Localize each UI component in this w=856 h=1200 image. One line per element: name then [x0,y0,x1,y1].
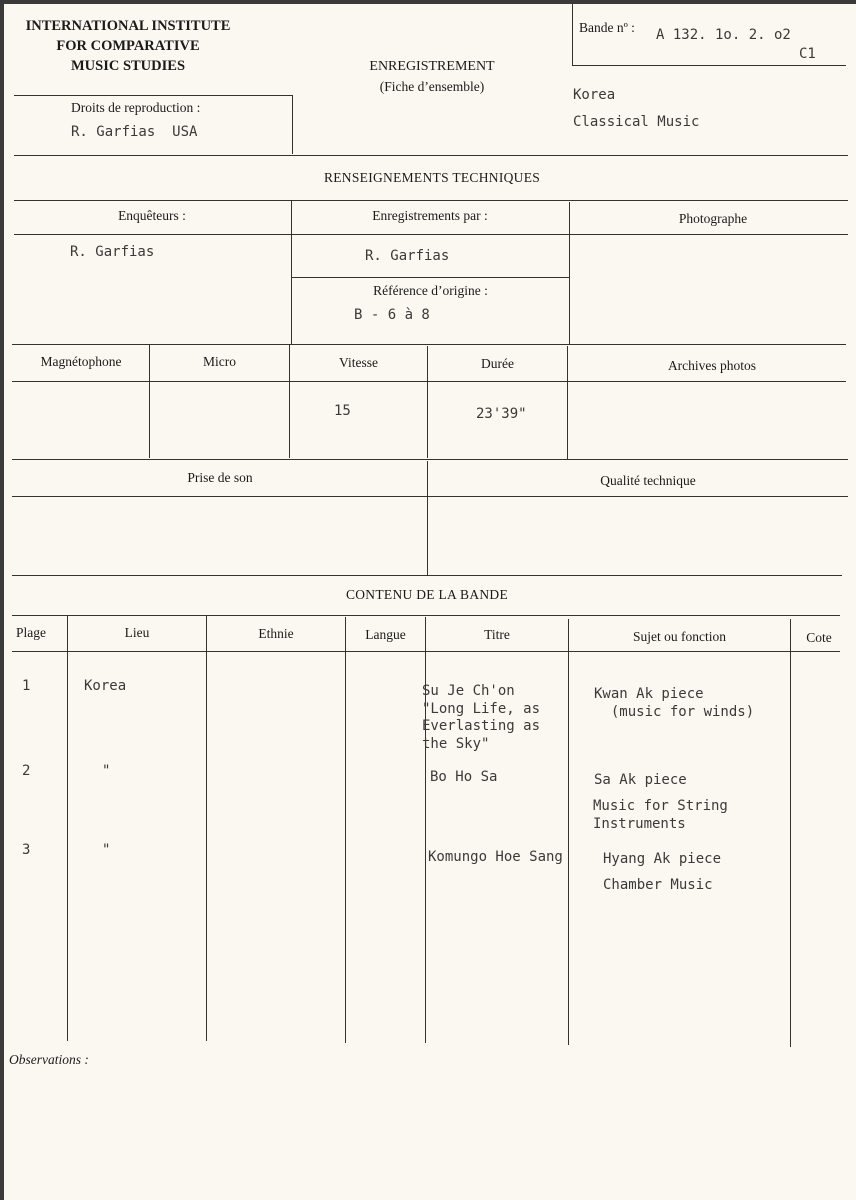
rule-contents-header-bottom [12,651,840,652]
row-2-sujet: Sa Ak piece [594,772,687,788]
row-2-plage: 2 [22,763,31,779]
page-edge-top [0,0,856,4]
col-sujet-header: Sujet ou fonction [633,629,726,644]
col-cote-header: Cote [806,630,832,645]
enregistrements-value: R. Garfias [365,248,450,264]
contents-section-title: CONTENU DE LA BANDE [345,587,509,602]
droits-box-top [14,95,293,96]
vitesse-value: 15 [334,403,351,419]
rule-v-cote [790,619,791,1047]
duree-value: 23'39" [476,406,527,422]
duree-label: Durée [481,356,514,371]
rule-v-titre [425,617,426,1043]
rule-v-lieu [67,615,68,1041]
rule-v-photographe [569,202,570,344]
row-3-lieu: " [102,842,111,858]
rule-equipment-top [12,344,846,345]
form-title: ENREGISTREMENT [369,59,495,74]
qualite-label: Qualité technique [600,473,696,488]
institute-line-2: FOR COMPARATIVE [56,38,200,54]
form-subtitle: (Fiche d’ensemble) [379,79,485,94]
row-3-plage: 3 [22,842,31,858]
rule-equipment-header-bottom [12,381,846,382]
droits-label: Droits de reproduction : [71,100,201,115]
enqueteurs-label: Enquêteurs : [118,208,186,223]
rule-technical-header-top [14,200,848,201]
row-1-lieu: Korea [84,678,127,694]
col-plage-header: Plage [16,625,46,640]
rule-technical-top [14,155,848,156]
bande-value: A 132. 1o. 2. o2 [656,27,791,43]
vitesse-label: Vitesse [339,355,378,370]
rule-v-langue [345,617,346,1043]
rule-v-sujet [568,619,569,1045]
photographe-label: Photographe [678,211,748,226]
rule-technical-header-bottom [14,234,848,235]
region-value: Korea [573,87,616,103]
col-lieu-header: Lieu [124,625,150,640]
row-2-lieu: " [102,763,111,779]
enqueteurs-value: R. Garfias [70,244,155,260]
col-langue-header: Langue [365,627,406,642]
genre-value: Classical Music [573,114,700,130]
rule-v-enqueteurs [291,200,292,344]
page-edge-left [0,0,4,1200]
institute-line-3: MUSIC STUDIES [70,58,186,74]
row-3-sujet-detail: Chamber Music [603,877,713,893]
enregistrements-label: Enregistrements par : [372,208,488,223]
row-1-titre: Su Je Ch'on "Long Life, as Everlasting as the Sky" [422,683,541,752]
archives-label: Archives photos [667,358,757,373]
institute-line-1: INTERNATIONAL INSTITUTE [25,18,231,34]
row-1-plage: 1 [22,678,31,694]
rule-prise-header-bottom [12,496,848,497]
col-ethnie-header: Ethnie [258,626,294,641]
row-2-sujet-detail: Music for String Instruments [593,798,728,832]
bande-label: Bande nº : [579,20,635,35]
technical-section-title: RENSEIGNEMENTS TECHNIQUES [323,170,541,185]
rule-contents-header-top [12,615,840,616]
reference-label: Référence d’origine : [373,283,488,298]
col-titre-header: Titre [484,627,510,642]
rule-reference-top [292,277,569,278]
rule-v-ethnie [206,615,207,1041]
bande-box-left [572,4,573,65]
magnetophone-label: Magnétophone [40,354,122,369]
observations-label: Observations : [9,1052,89,1067]
row-1-sujet: Kwan Ak piece (music for winds) [594,686,755,720]
bande-value-2: C1 [799,46,816,62]
micro-label: Micro [203,354,236,369]
rule-prise-top [12,459,848,460]
institute-name [12,16,244,76]
rule-contents-top [12,575,842,576]
row-3-sujet: Hyang Ak piece [603,851,722,867]
row-2-titre: Bo Ho Sa [430,769,498,785]
reference-value: B - 6 à 8 [354,307,430,323]
prise-label: Prise de son [187,470,253,485]
row-3-titre: Komungo Hoe Sang [428,849,563,865]
bande-box-bottom [572,65,846,66]
droits-value: R. Garfias USA [71,124,198,140]
droits-box-right [292,95,293,154]
